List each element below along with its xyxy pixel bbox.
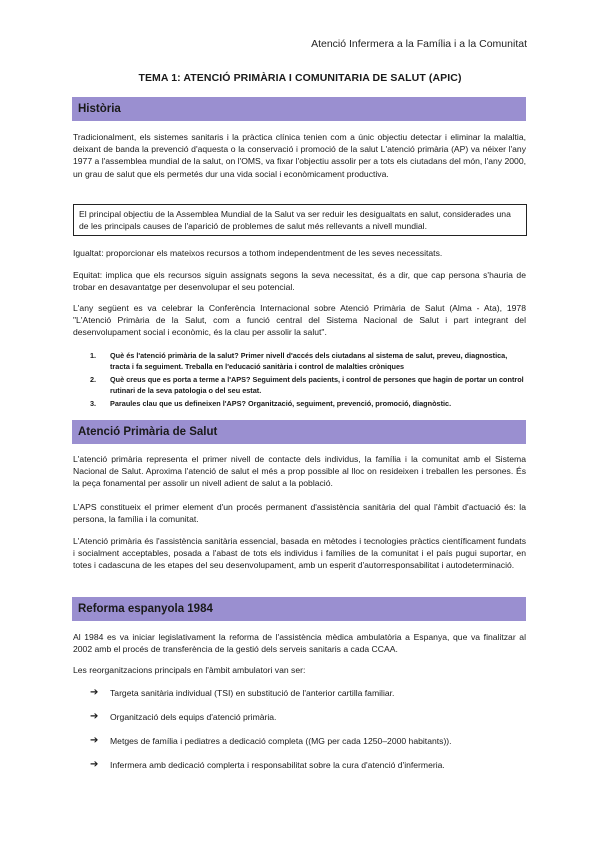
question-item bbox=[90, 374, 526, 396]
page-title: TEMA 1: ATENCIÓ PRIMÀRIA I COMUNITARIA DE SALUT (APIC) bbox=[138, 72, 462, 84]
question-item bbox=[90, 350, 526, 372]
objective-callout-box: El principal objectiu de la Assemblea Mundial de la Salut va ser reduir les desigualtats en salut, considerades una de les principals causes de l'aparició de problemes de salut més rellevants a nivell mundial. bbox=[73, 204, 527, 236]
reorganizations-list bbox=[90, 687, 526, 783]
igualtat-definition: Igualtat: proporcionar els mateixos recursos a tothom independentment de les seves necessitats. bbox=[73, 248, 443, 258]
alma-ata-paragraph: L'any següent es va celebrar la Conferència Internacional sobre Atenció Primària de Salut (Alma - Ata), 1978 "L'Atenció Primària de la Salut, com a funció central del Sistema Nacional de Salut i part integrant del desenvolupament social i econòmic, és la clau per assolir la salut". bbox=[73, 303, 526, 338]
question-text: Paraules clau que us defineixen l'APS? Organització, seguiment, prevenció, promoció, diagnòstic. bbox=[110, 399, 452, 408]
list-item-text: Infermera amb dedicació complerta i responsabilitat sobre la cura d'atenció d'infermeria. bbox=[110, 760, 445, 770]
section-heading-historia: Història bbox=[72, 97, 526, 121]
question-text: Què és l'atenció primària de la salut? Primer nivell d'accés dels ciutadans al sistema de salut, preveu, diagnostica, tracta i fa seguiment. Treballa en l'educació sanitària i control de malalties cròniques bbox=[110, 351, 508, 371]
list-item-text: Metges de família i pediatres a dedicació completa ((MG per cada 1250–2000 habitants)). bbox=[110, 736, 452, 746]
equitat-definition: Equitat: implica que els recursos siguin assignats segons la seva necessitat, és a dir, que cap persona s'hauria de trobar en desavantatge per desenvolupar el seu potencial. bbox=[73, 270, 526, 293]
aps-paragraph-1: L'atenció primària representa el primer nivell de contacte dels individus, la família i la comunitat amb el Sistema Nacional de Salut. Aproxima l'atenció de salut el més a prop possible al lloc on resideixen i treballen les persones. És la peça fonamental per assolir un nivell adient de salut a la població. bbox=[73, 454, 526, 489]
question-number: 1. bbox=[90, 351, 97, 360]
reforma-paragraph-2: Les reorganitzacions principals en l'àmbit ambulatori van ser: bbox=[73, 665, 306, 675]
list-item-text: Targeta sanitària individual (TSI) en substitució de l'anterior cartilla familiar. bbox=[110, 688, 395, 698]
arrow-bullet-icon: ➔ bbox=[90, 687, 99, 698]
arrow-bullet-icon: ➔ bbox=[90, 759, 99, 770]
arrow-bullet-icon: ➔ bbox=[90, 735, 99, 746]
list-item bbox=[90, 759, 526, 783]
section-heading-aps: Atenció Primària de Salut bbox=[72, 420, 526, 444]
running-header: Atenció Infermera a la Família i a la Comunitat bbox=[311, 38, 527, 50]
reforma-paragraph-1: Al 1984 es va iniciar legislativament la reforma de l'assistència mèdica ambulatòria a Espanya, que va finalitzar al 2002 amb el procés de transferència de la gestió dels serveis sanitaris a cada CCAA. bbox=[73, 632, 526, 655]
aps-paragraph-3: L'Atenció primària és l'assistència sanitària essencial, basada en mètodes i tecnologies pràctics científicament fundats i socialment acceptables, posada a l'abast de tots els individus i famílies de la comunitat i el país pugui suportar, en totes i cadascuna de les etapes del seu desenvolupament, amb un esperit d'autorresponsabilitat i autodeterminació. bbox=[73, 536, 526, 571]
question-number: 2. bbox=[90, 375, 97, 384]
list-item bbox=[90, 687, 526, 711]
arrow-bullet-icon: ➔ bbox=[90, 711, 99, 722]
question-number: 3. bbox=[90, 399, 97, 408]
questions-list bbox=[90, 350, 526, 411]
question-item bbox=[90, 398, 526, 409]
list-item-text: Organització dels equips d'atenció primària. bbox=[110, 712, 277, 722]
question-text: Què creus que es porta a terme a l'APS? Seguiment dels pacients, i control de persones que hagin de portar un control rutinari de la seva patologia o del seu estat. bbox=[110, 375, 524, 395]
aps-paragraph-2: L'APS constitueix el primer element d'un procés permanent d'assistència sanitària del qual l'àmbit d'actuació és: la persona, la família i la comunitat. bbox=[73, 502, 526, 525]
historia-paragraph: Tradicionalment, els sistemes sanitaris i la pràctica clínica tenien com a únic objectiu detectar i eliminar la malaltia, deixant de banda la prevenció d'aquesta o la conservació i promoció de la salut L'atenció primària (AP) va néixer l'any 1977 a l'assemblea mundial de la salut, on l'OMS, va fixar l'objectiu assolir per a tots els ciutadans del món, l'any 2000, un grau de salut que els permetés dur una vida social i econòmicament productiva. bbox=[73, 132, 526, 179]
section-heading-reforma: Reforma espanyola 1984 bbox=[72, 597, 526, 621]
list-item bbox=[90, 735, 526, 759]
list-item bbox=[90, 711, 526, 735]
